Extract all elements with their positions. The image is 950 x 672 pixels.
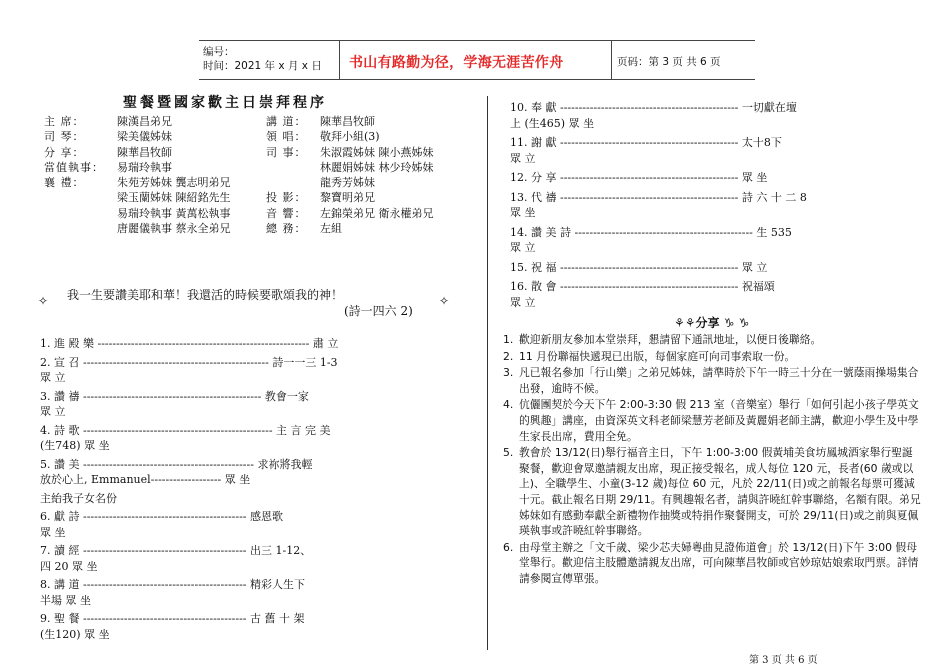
role-row (44, 113, 464, 128)
role-value: 陳華昌牧師 (117, 145, 172, 159)
announcement-number: 3. (503, 366, 514, 380)
role-label: 司 琴： (44, 130, 85, 144)
order-line-cont: 眾 立 (40, 405, 66, 418)
role-row (44, 174, 464, 189)
order-line-cont: 眾 立 (510, 295, 536, 309)
header-meta-cell (199, 41, 340, 79)
share-title: ⚘⚘分享 ♑ ♑ (674, 316, 750, 330)
role-value: 易瑞玲執事 黃萬松執事 (117, 206, 231, 220)
order-line: 6. 獻 詩 -------------------------------------------- 感恩歌 (40, 510, 284, 523)
header-motto-cell (339, 41, 612, 79)
page-title: 聖餐暨國家歡主日崇拜程序 (123, 95, 327, 111)
order-item (40, 336, 338, 352)
role-row (44, 159, 464, 174)
role-value-2: 林麗娟姊妹 林少玲姊妹 (320, 160, 434, 174)
header-page-cell (611, 41, 755, 79)
order-line-cont: 半場 眾 坐 (40, 593, 91, 607)
announcements-list (503, 332, 921, 588)
order-item (510, 100, 807, 131)
order-line: 2. 宣 召 -------------------------------------------------- 詩一一三 1-3 (40, 355, 338, 369)
order-item (40, 611, 338, 642)
announcement-text: 由母堂主辦之「文千歲、梁少芯夫婦粵曲見證佈道會」於 13/12(日)下午 3:00 假母堂舉行。歡迎信主肢體邀請親友出席，可向陳華昌牧師或官妙琼姑娘索取門票。詳情請參閱宣傳單張。 (519, 540, 919, 585)
role-value: 唐麗儀執事 蔡永全弟兄 (117, 222, 231, 236)
order-line: 8. 講 道 -------------------------------------------- 精彩人生下 (40, 578, 306, 591)
order-line: 主紿我子女名份 (40, 491, 117, 505)
role-label-2: 投 影： (266, 191, 307, 205)
role-row (44, 144, 464, 159)
roles-list (44, 113, 464, 235)
role-label: 主 席： (44, 115, 85, 128)
announcement-item (503, 365, 921, 396)
order-item (40, 355, 338, 386)
order-line-cont: 眾 立 (40, 371, 66, 384)
order-line: 15. 祝 福 ------------------------------------------------ 眾 立 (510, 260, 768, 274)
announcement-item (503, 332, 921, 348)
role-row (44, 205, 464, 220)
role-value-2: 左錦榮弟兄 衛永權弟兄 (320, 206, 434, 220)
order-item (40, 491, 338, 507)
announcement-number: 2. (503, 349, 514, 363)
page-label: 页码：第 3 页 共 6 页 (617, 56, 721, 68)
announcement-item (503, 397, 921, 444)
order-line: 9. 聖 餐 -------------------------------------------- 古 舊 十 架 (40, 612, 305, 625)
announcement-item (503, 540, 921, 587)
role-value: 梁玉蘭姊妹 陳紹銘先生 (117, 191, 231, 205)
order-line-cont: 四 20 眾 坐 (40, 559, 98, 573)
order-line-cont: 上 (生465) 眾 坐 (510, 116, 595, 130)
role-value: 朱苑芳姊妹 龔志明弟兄 (117, 176, 231, 190)
role-label: 襄 禮： (44, 176, 85, 190)
announcement-text: 教會於 13/12(日)舉行福音主日，下午 1:00-3:00 假黃埔美食坊鳳城酒家舉行聖誕聚餐，歡迎會眾邀請親友出席，現正接受報名，成人每位 120 元，長者(60 歲或以上)、全職學生、小童(3-12 歲)每位 60 元，凡於 22/11(日)或之前報名每票可獲減十元。截止報名日期 29/11。有興趣報名者，請與許曉紅幹事聯絡，名額有限。弟兄姊妹如有感動奉獻全新禮物作抽獎或特捐作聚餐開支，可於 29/11(日)或之前與夏佩瑛執事或許曉紅幹事聯絡。 (519, 446, 921, 538)
order-item (40, 423, 338, 454)
order-line: 5. 讚 美 ---------------------------------------------- 求祢將我輕 (40, 457, 313, 471)
order-list-left (40, 336, 338, 645)
order-line: 11. 謝 獻 ------------------------------------------------ 太十8下 (510, 136, 782, 149)
announcement-text: 歡迎新朋友參加本堂崇拜，懇請留下通訊地址，以便日後聯絡。 (519, 333, 822, 346)
order-item (510, 135, 807, 166)
order-list-right (510, 100, 807, 314)
role-value-2: 黎寶明弟兄 (320, 191, 375, 205)
announcement-number: 5. (503, 446, 514, 460)
order-item (40, 509, 338, 540)
role-value-2: 陳華昌牧師 (320, 115, 375, 128)
verse-text: 我一生要讚美耶和華！我還活的時候要歌頌我的神！ (67, 288, 344, 302)
order-line: 7. 讀 經 -------------------------------------------- 出三 1-12、 (40, 544, 312, 557)
column-divider (487, 96, 488, 650)
motto: 书山有路勤为径，学海无涯苦作舟 (349, 55, 564, 71)
role-value-2: 朱淑霞姊妹 陳小燕姊妹 (320, 145, 434, 159)
order-item (510, 279, 807, 310)
document-header (199, 40, 755, 80)
role-label-2: 講 道： (266, 115, 307, 128)
order-line-cont: (生120) 眾 坐 (40, 627, 110, 641)
role-label: 分 享： (44, 145, 85, 159)
order-line-cont: 眾 立 (510, 151, 536, 165)
order-item (40, 457, 338, 488)
ornament-right-icon: ✧ (439, 294, 450, 308)
order-item (40, 543, 338, 574)
order-line: 4. 詩 歌 --------------------------------------------------- 主 言 完 美 (40, 423, 331, 437)
role-label-2: 總 務： (266, 222, 307, 236)
announcement-number: 6. (503, 540, 514, 554)
order-item (510, 260, 807, 276)
announcement-number: 1. (503, 333, 514, 346)
announcement-item (503, 349, 921, 365)
role-row (44, 220, 464, 235)
role-row (44, 128, 464, 143)
order-item (510, 225, 807, 256)
role-label: 當值執事： (44, 160, 104, 174)
role-value: 易瑞玲執事 (117, 160, 172, 174)
role-row (44, 189, 464, 204)
role-value: 陳漢昌弟兄 (117, 115, 172, 128)
verse-ref: (詩一四六 2) (344, 304, 413, 318)
order-line-cont: 眾 立 (510, 241, 536, 254)
order-item (40, 577, 338, 608)
announcement-text: 11 月份聯福快遞現已出版，每個家庭可向司事索取一份。 (519, 349, 796, 363)
role-value-2: 敬拜小組(3) (320, 130, 380, 144)
order-line-cont: 放於心上, Emmanuel------------------- 眾 坐 (40, 473, 251, 486)
announcement-item (503, 445, 921, 539)
order-line: 13. 代 禱 ------------------------------------------------ 詩 六 十 二 8 (510, 190, 807, 204)
order-line: 14. 讚 美 詩 ------------------------------------------------ 生 535 (510, 225, 792, 239)
order-item (40, 389, 338, 420)
order-line: 12. 分 享 ------------------------------------------------ 眾 坐 (510, 171, 768, 184)
order-line-cont: (生748) 眾 坐 (40, 439, 110, 452)
time-label: 时间：2021 年 x 月 x 日 (203, 60, 322, 72)
order-item (510, 170, 807, 186)
order-line: 3. 讚 禱 ------------------------------------------------ 教會一家 (40, 389, 309, 403)
order-item (510, 190, 807, 221)
order-line: 16. 散 會 ------------------------------------------------ 祝福頌 (510, 280, 775, 293)
role-label-2: 音 響： (266, 206, 307, 220)
number-label: 编号： (203, 46, 235, 58)
announcement-number: 4. (503, 398, 514, 412)
ornament-left-icon: ✧ (38, 294, 49, 308)
order-line: 10. 奉 獻 ------------------------------------------------ 一切獻在壇 (510, 101, 797, 114)
role-value-2: 龍秀芳姊妹 (320, 176, 375, 190)
page-footer: 第 3 页 共 6 页 (749, 655, 818, 666)
order-line-cont: 眾 坐 (40, 525, 66, 539)
order-line: 1. 進 殿 樂 --------------------------------------------------------- 肅 立 (40, 337, 339, 350)
announcement-text: 伉儷團契於今天下午 2:00-3:30 假 213 室（音樂室）舉行「如何引起小孩子學英文的興趣」講座，由資深英文科老師梁慧芳老師及黃麗娟老師主講，歡迎小學生及中學生家長出席，費用全免。 (519, 398, 919, 443)
role-label-2: 領 唱： (266, 130, 307, 144)
role-value: 梁美儀姊妹 (117, 130, 172, 144)
order-line-cont: 眾 坐 (510, 206, 536, 219)
role-value-2: 左組 (320, 222, 342, 236)
announcement-text: 凡已報名參加「行山樂」之弟兄姊妹，請準時於下午一時三十分在一號蔭雨操場集合出發，逾時不候。 (519, 366, 919, 395)
role-label-2: 司 事： (266, 145, 307, 159)
